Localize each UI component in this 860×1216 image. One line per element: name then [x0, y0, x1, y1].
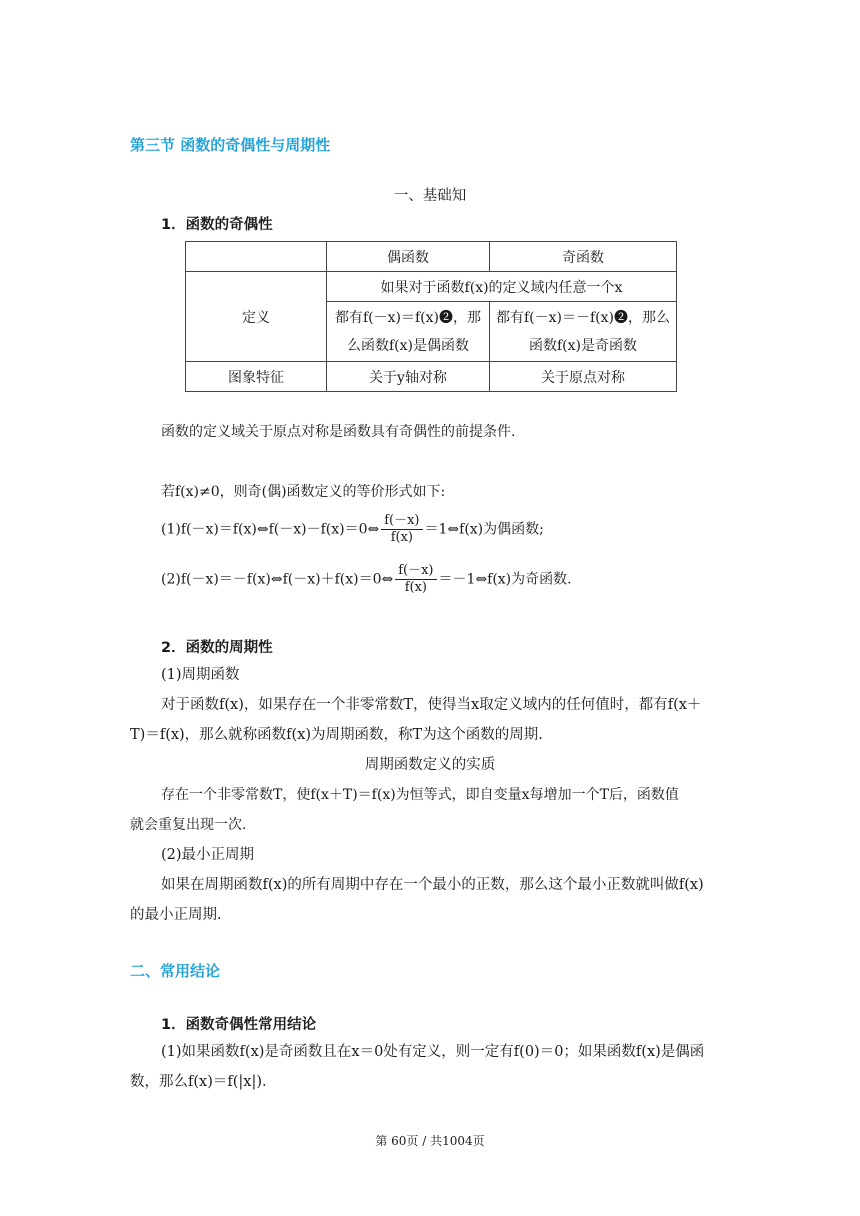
part2-title: 二、常用结论 [130, 962, 221, 980]
periodic-heading: (1)周期函数 [161, 667, 240, 683]
sub2-title: 2．函数的周期性 [161, 640, 273, 656]
eq2-denominator: f(x) [404, 580, 427, 595]
section-title: 第三节 函数的奇偶性与周期性 [130, 136, 331, 154]
eq2-fraction [395, 563, 436, 596]
conclusion-line1: (1)如果函数f(x)是奇函数且在x＝0处有定义，则一定有f(0)＝0；如果函数f(x)是偶函 [161, 1044, 705, 1060]
parity-table [185, 241, 677, 392]
equation-odd [161, 563, 572, 596]
essence-line1: 存在一个非零常数T，使f(x＋T)＝f(x)为恒等式，即自变量x每增加一个T后，函数值 [161, 787, 679, 803]
table-def-even [327, 302, 490, 362]
eq1-prefix: (1)f(－x)＝f(x)⇔f(－x)－f(x)＝0⇔ [161, 521, 380, 538]
conclusion-line2: 数，那么f(x)＝f(|x|). [130, 1074, 267, 1090]
sub1-title: 1．函数的奇偶性 [161, 217, 273, 233]
periodic-text-line2: T)＝f(x)，那么就称函数f(x)为周期函数，称T为这个函数的周期. [130, 727, 543, 743]
min-period-line1: 如果在周期函数f(x)的所有周期中存在一个最小的正数，那么这个最小正数就叫做f(x) [161, 877, 704, 893]
table-corner-cell [186, 242, 327, 272]
eq2-numerator: f(－x) [395, 563, 436, 580]
table-def-even-line2: 么函数f(x)是偶函数 [346, 337, 469, 354]
table-def-odd [490, 302, 677, 362]
eq1-suffix: ＝1⇔f(x)为偶函数; [424, 521, 544, 538]
part1-title: 一、基础知 [393, 188, 467, 204]
essence-title: 周期函数定义的实质 [364, 757, 496, 773]
eq1-fraction [381, 513, 422, 546]
min-period-line2: 的最小正周期. [130, 907, 222, 923]
page-footer: 第 60页 / 共1004页 [375, 1134, 485, 1148]
table-def-common: 如果对于函数f(x)的定义域内任意一个x [327, 272, 677, 302]
table-def-odd-line1: 都有f(－x)＝－f(x)❷，那么 [495, 309, 670, 326]
table-def-even-line1: 都有f(－x)＝f(x)❷，那 [334, 309, 481, 326]
equation-even [161, 513, 544, 546]
conclusion-title: 1．函数奇偶性常用结论 [161, 1017, 317, 1033]
essence-line2: 就会重复出现一次. [130, 817, 247, 833]
eq1-numerator: f(－x) [381, 513, 422, 530]
table-graph-odd: 关于原点对称 [490, 362, 677, 392]
table-def-odd-line2: 函数f(x)是奇函数 [528, 337, 637, 354]
note-domain-symmetric: 函数的定义域关于原点对称是函数具有奇偶性的前提条件. [161, 424, 516, 440]
table-row-graph-label: 图象特征 [186, 362, 327, 392]
note-equivalent-forms: 若f(x)≠0，则奇(偶)函数定义的等价形式如下: [161, 484, 446, 500]
table-graph-even: 关于y轴对称 [327, 362, 490, 392]
table-header-odd: 奇函数 [490, 242, 677, 272]
eq2-prefix: (2)f(－x)＝－f(x)⇔f(－x)＋f(x)＝0⇔ [161, 571, 394, 588]
eq1-denominator: f(x) [390, 530, 413, 545]
eq2-suffix: ＝－1⇔f(x)为奇函数. [438, 571, 572, 588]
table-header-even: 偶函数 [327, 242, 490, 272]
min-period-heading: (2)最小正周期 [161, 847, 255, 863]
periodic-text-line1: 对于函数f(x)，如果存在一个非零常数T，使得当x取定义域内的任何值时，都有f(x＋ [161, 697, 702, 713]
table-row-def-label: 定义 [186, 272, 327, 362]
